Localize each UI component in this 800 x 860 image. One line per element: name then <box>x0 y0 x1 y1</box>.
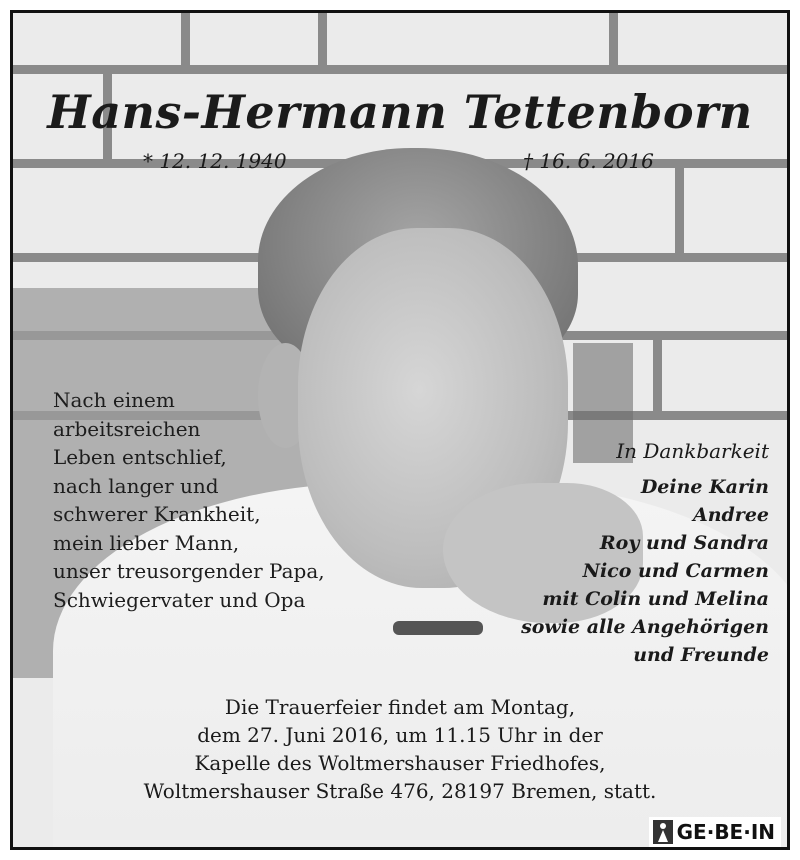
announcement-line: mein lieber Mann, <box>53 530 240 555</box>
gebein-figure-icon <box>653 820 673 844</box>
mourner-line: Deine Karin <box>640 476 769 498</box>
thanks-heading: In Dankbarkeit <box>616 439 769 463</box>
announcement-line: arbeitsreichen <box>53 416 201 441</box>
announcement-line: Leben entschlief, <box>53 445 227 469</box>
funeral-details <box>13 693 787 805</box>
announcement-line: Nach einem <box>53 388 175 412</box>
funeral-line: Woltmershauser Straße 476, 28197 Bremen, statt. <box>143 779 657 803</box>
mourner-line: Andree <box>692 504 769 526</box>
mourner-line: und Freunde <box>633 644 769 666</box>
announcement-text <box>53 386 325 614</box>
publisher-logo <box>649 817 781 847</box>
logo-text: GE·BE·IN <box>676 820 775 844</box>
funeral-line: Die Trauerfeier findet am Montag, <box>224 695 576 719</box>
mourner-line: mit Colin und Melina <box>542 588 769 610</box>
mourner-line: Nico und Carmen <box>582 560 769 582</box>
funeral-line: Kapelle des Woltmershauser Friedhofes, <box>194 751 606 775</box>
death-date: † 16. 6. 2016 <box>523 149 654 173</box>
mourner-line: sowie alle Angehörigen <box>521 616 769 638</box>
obituary-frame <box>10 10 790 850</box>
announcement-line: unser treusorgender Papa, <box>53 559 325 583</box>
birth-date: * 12. 12. 1940 <box>143 149 287 173</box>
deceased-name: Hans-Hermann Tettenborn <box>47 85 753 139</box>
announcement-line: Schwiegervater und Opa <box>53 587 306 612</box>
announcement-line: schwerer Krankheit, <box>53 502 261 526</box>
mourners-list <box>521 473 769 669</box>
funeral-line: dem 27. Juni 2016, um 11.15 Uhr in der <box>197 723 603 747</box>
mourner-line: Roy und Sandra <box>599 532 769 554</box>
mourners-block <box>521 439 769 669</box>
announcement-line: nach langer und <box>53 473 219 498</box>
